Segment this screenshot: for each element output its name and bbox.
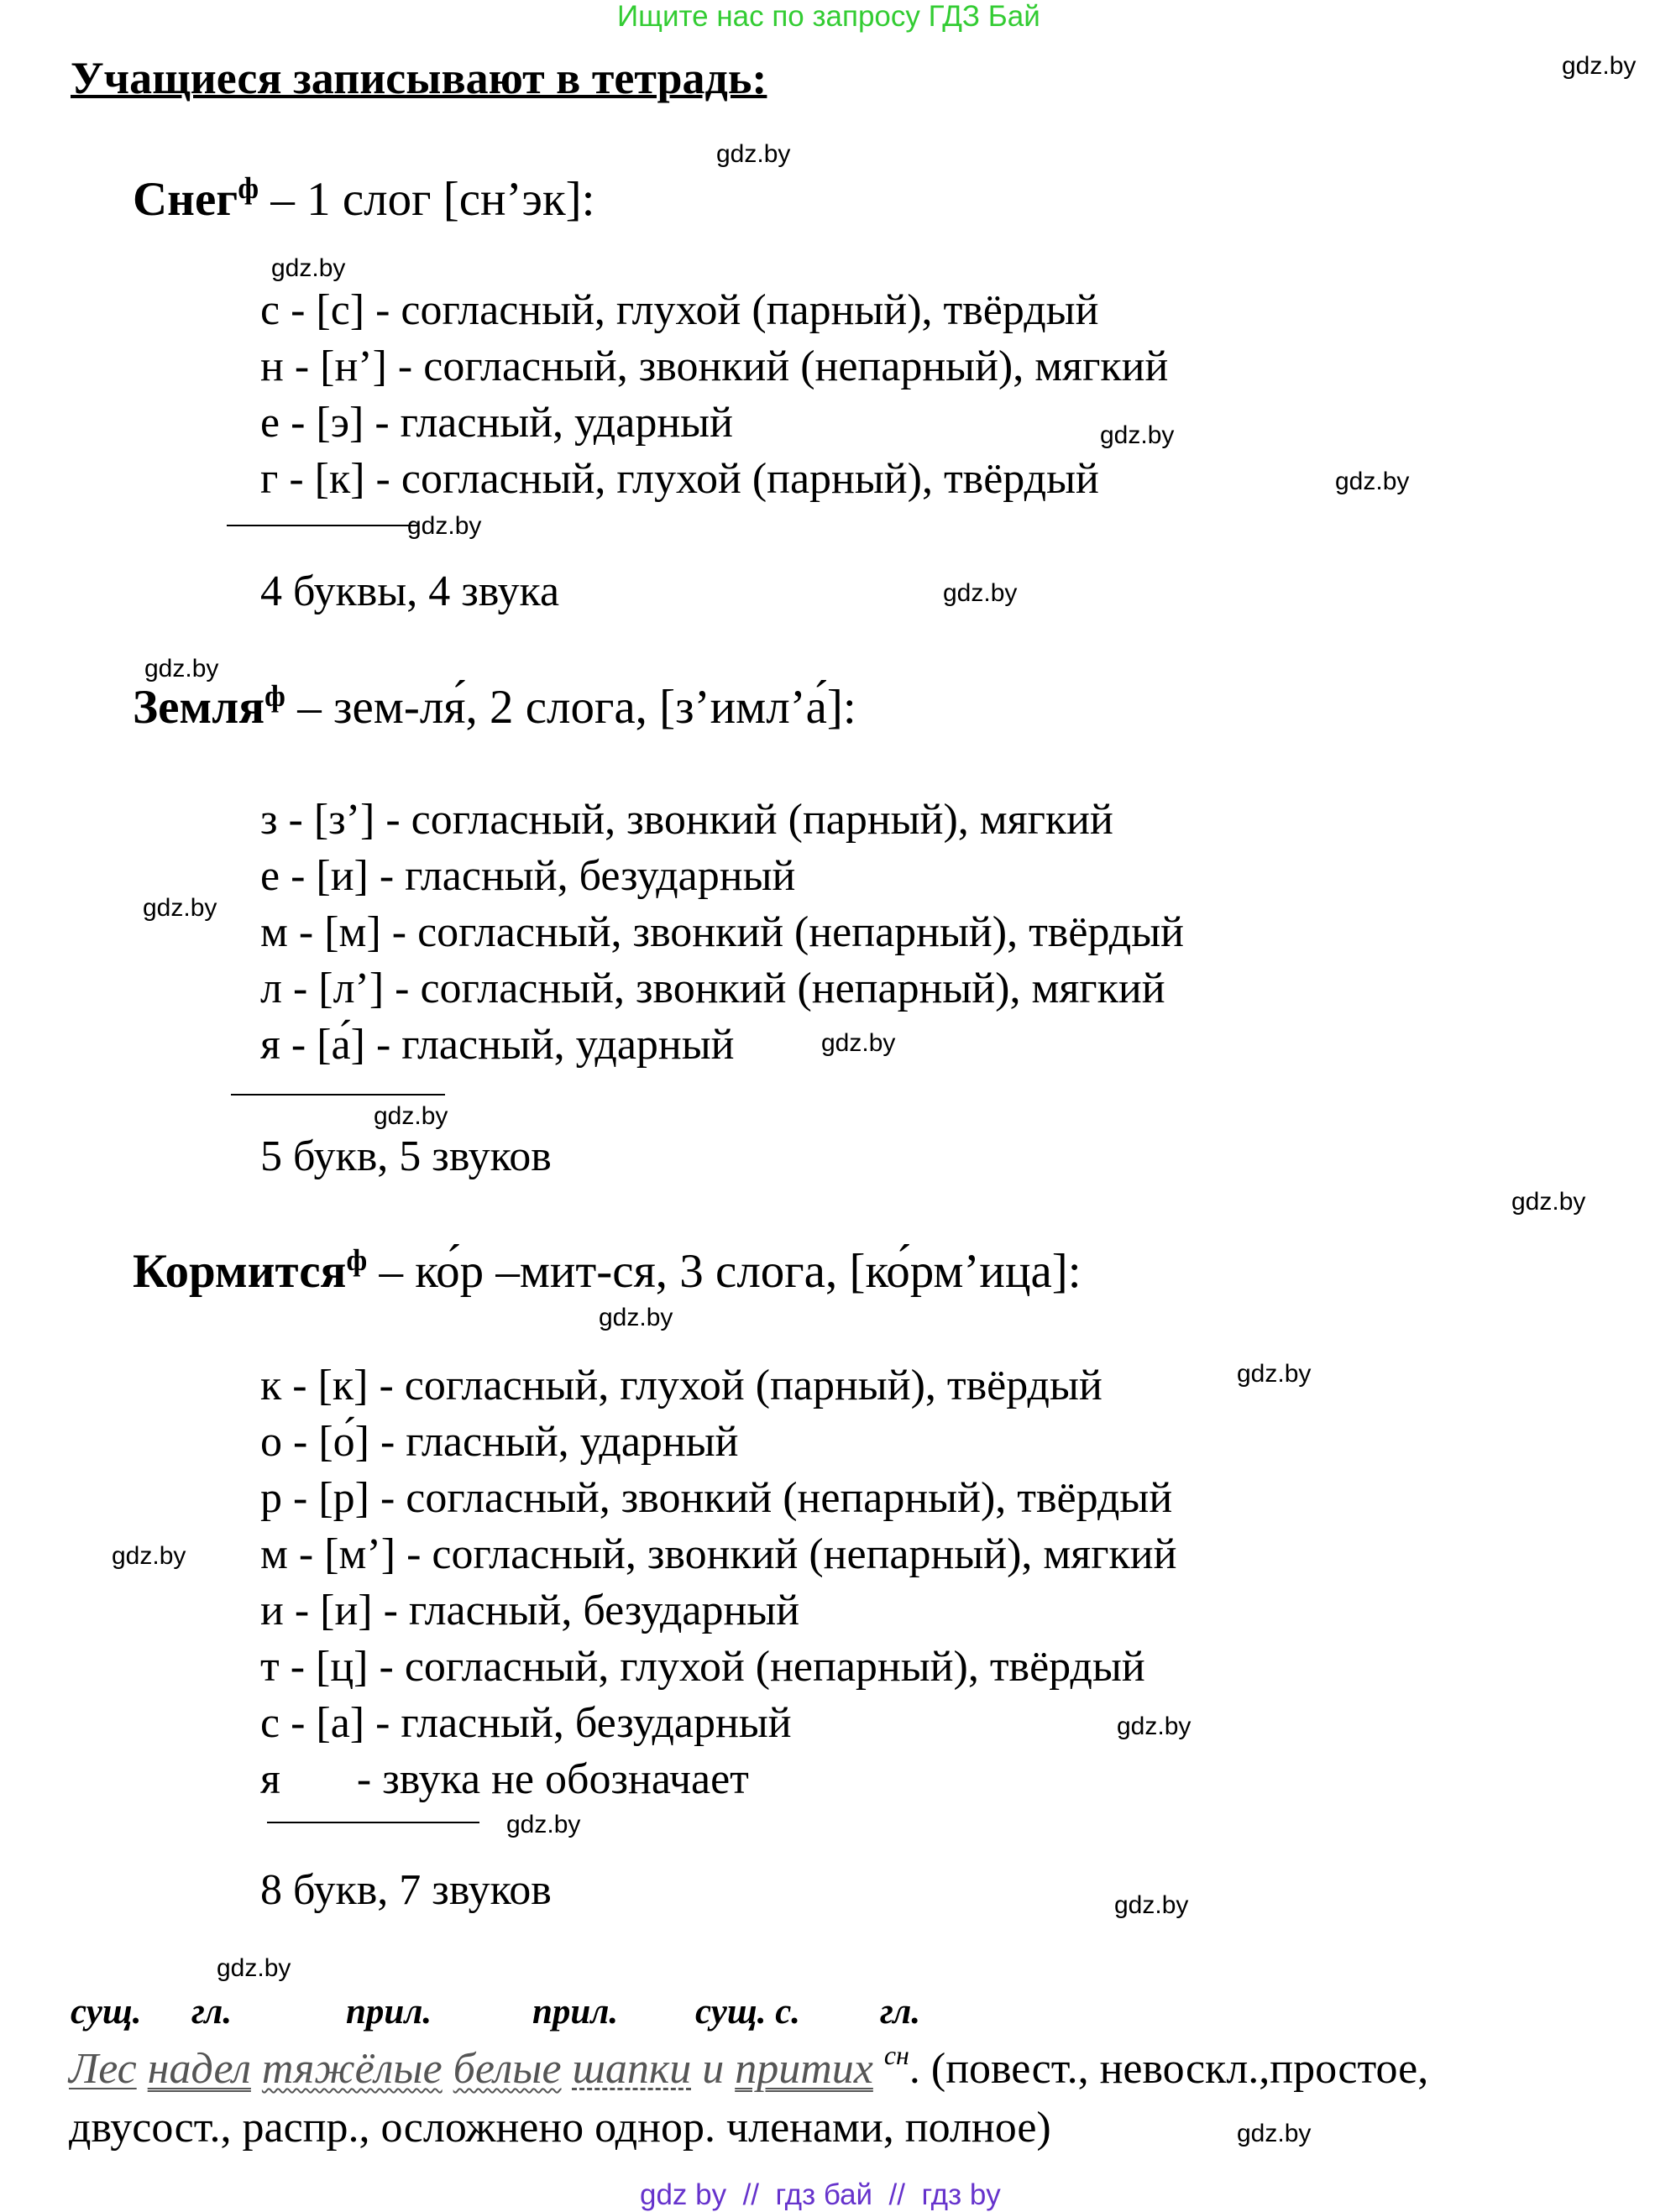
watermark-text: gdz.by (1114, 1891, 1189, 1919)
phonetic-mark: ф (238, 171, 259, 205)
watermark-text: gdz.by (506, 1811, 581, 1838)
sound-line: я - [а́] - гласный, ударный (260, 1021, 735, 1069)
predicate-word: притих (735, 2045, 873, 2093)
sound-line: г - [к] - согласный, глухой (парный), твёрдый (260, 455, 1099, 503)
word-analysis-header (133, 680, 856, 735)
word-syllables: – ко́р –мит-ся, 3 слога, [ко́рм’ица]: (367, 1245, 1082, 1298)
word-syllables: – зем-ля́, 2 слога, [з’имл’а́]: (285, 681, 856, 734)
watermark-text: gdz.by (112, 1542, 186, 1570)
sound-line: н - [н’] - согласный, звонкий (непарный), мягкий (260, 343, 1169, 390)
attribute-word: белые (453, 2045, 562, 2093)
watermark-text: gdz.by (271, 254, 346, 282)
divider-line (267, 1822, 479, 1823)
sound-line: т - [ц] - согласный, глухой (непарный), твёрдый (260, 1643, 1145, 1691)
sound-line: е - [э] - гласный, ударный (260, 399, 733, 447)
part-of-speech-label: гл. (191, 1992, 233, 2032)
sound-line: о - [о́] - гласный, ударный (260, 1418, 739, 1466)
divider-line (231, 1094, 445, 1096)
footer-links: gdz by // гдз бай // гдз by (640, 2178, 1001, 2211)
word-analysis-header (133, 172, 595, 227)
letters-sounds-count: 8 букв, 7 звуков (260, 1866, 552, 1914)
watermark-text: gdz.by (599, 1304, 673, 1331)
watermark-text: gdz.by (374, 1102, 448, 1130)
watermark-text: gdz.by (1237, 2120, 1312, 2147)
part-of-speech-label: прил. (346, 1992, 432, 2032)
sound-line: е - [и] - гласный, безударный (260, 852, 796, 900)
subject-word: Лес (69, 2045, 137, 2093)
attribute-word: тяжёлые (261, 2045, 443, 2093)
divider-line (227, 525, 418, 526)
letters-sounds-count: 4 буквы, 4 звука (260, 567, 560, 615)
watermark-text: gdz.by (821, 1029, 896, 1057)
sound-line: с - [с] - согласный, глухой (парный), твёрдый (260, 286, 1099, 334)
watermark-text: gdz.by (143, 894, 217, 922)
sentence-characteristics-continued: двусост., распр., осложнено однор. членами, полное) (69, 2104, 1051, 2152)
sound-line: л - [л’] - согласный, звонкий (непарный), мягкий (260, 965, 1165, 1012)
part-of-speech-label: сущ. (71, 1992, 142, 2032)
watermark-text: gdz.by (1511, 1188, 1586, 1216)
predicate-word: надел (147, 2045, 251, 2093)
sound-line: к - [к] - согласный, глухой (парный), твёрдый (260, 1362, 1102, 1409)
sentence-mark: сн (883, 2040, 909, 2070)
sound-line: з - [з’] - согласный, звонкий (парный), мягкий (260, 796, 1113, 844)
part-of-speech-label: сущ. с. (695, 1992, 801, 2032)
word-title: Снег (133, 173, 238, 226)
phonetic-mark: ф (264, 679, 285, 713)
watermark-text: gdz.by (1335, 468, 1410, 495)
sound-line: м - [м] - согласный, звонкий (непарный), твёрдый (260, 908, 1184, 956)
part-of-speech-label: гл. (880, 1992, 921, 2032)
object-word: шапки (572, 2045, 692, 2093)
watermark-text: gdz.by (1117, 1713, 1191, 1740)
word-title: Земля (133, 681, 265, 734)
watermark-text: gdz.by (943, 579, 1018, 607)
search-banner: Ищите нас по запросу ГДЗ Бай (617, 0, 1040, 33)
word-syllables: – 1 слог [сн’эк]: (259, 173, 595, 226)
phonetic-mark: ф (346, 1243, 368, 1277)
sound-line: р - [р] - согласный, звонкий (непарный), твёрдый (260, 1474, 1173, 1522)
word-analysis-header (133, 1244, 1082, 1299)
watermark-text: gdz.by (144, 655, 219, 682)
sound-line: м - [м’] - согласный, звонкий (непарный), мягкий (260, 1530, 1177, 1578)
parsed-sentence (69, 2040, 1429, 2094)
word-title: Кормится (133, 1245, 347, 1298)
sound-line: с - [а] - гласный, безударный (260, 1699, 792, 1747)
sound-line: и - [и] - гласный, безударный (260, 1587, 800, 1634)
page-heading: Учащиеся записывают в тетрадь: (71, 53, 767, 103)
watermark-text: gdz.by (217, 1954, 291, 1982)
sentence-characteristics: . (повест., невоскл.,простое, (909, 2045, 1429, 2093)
watermark-text: gdz.by (407, 512, 482, 540)
sound-line: я - звука не обозначает (260, 1755, 749, 1803)
watermark-text: gdz.by (1237, 1360, 1312, 1388)
watermark-text: gdz.by (716, 140, 791, 168)
part-of-speech-label: прил. (532, 1992, 619, 2032)
conjunction-word: и (702, 2045, 725, 2093)
watermark-text: gdz.by (1100, 421, 1175, 449)
letters-sounds-count: 5 букв, 5 звуков (260, 1132, 552, 1180)
watermark-text: gdz.by (1562, 52, 1637, 80)
